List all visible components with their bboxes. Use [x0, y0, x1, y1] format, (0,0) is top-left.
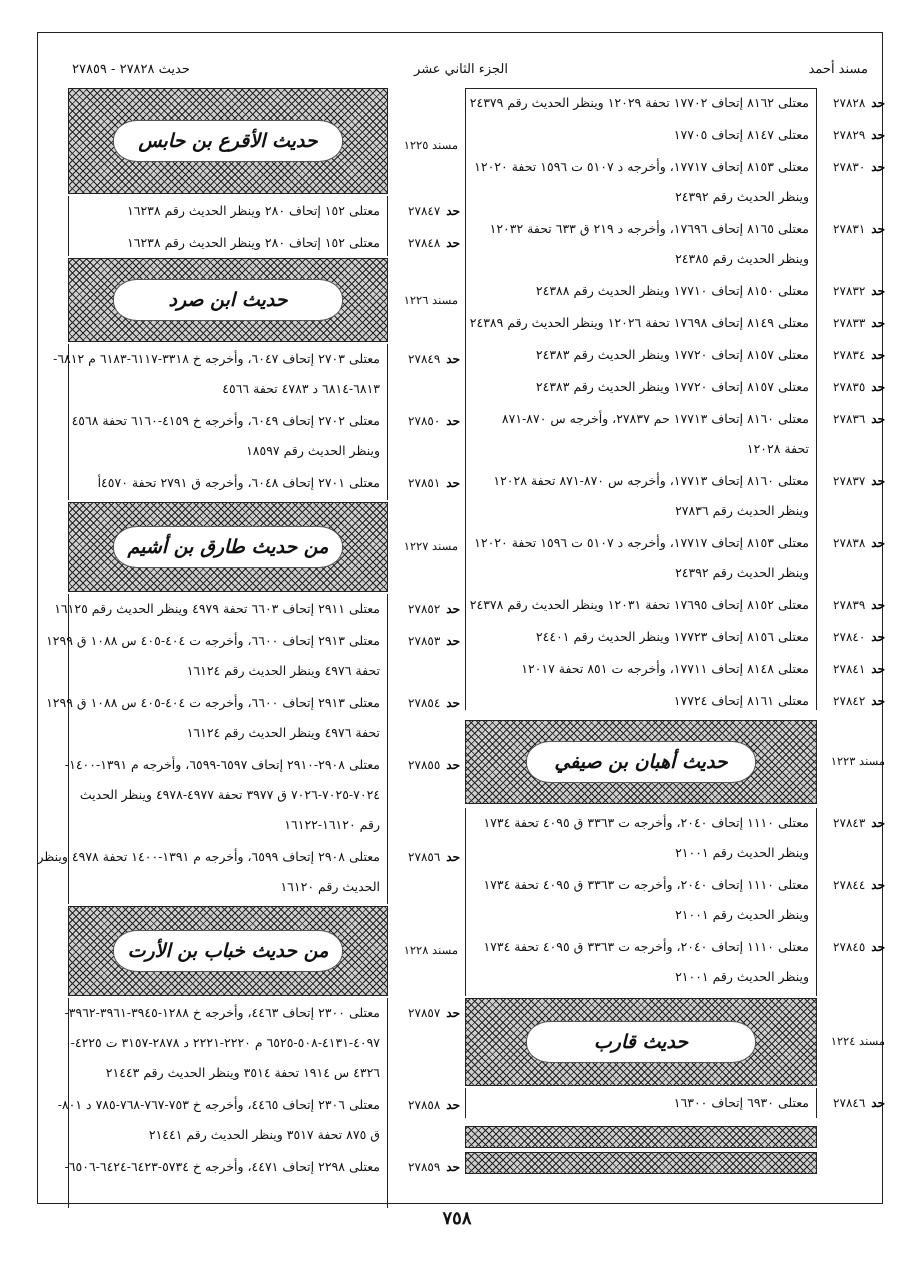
hadith-number — [408, 602, 460, 616]
hadith-entry — [53, 344, 460, 404]
hadith-number-value: ٢٧٨٥٧ — [408, 1006, 441, 1020]
reference-line: معتلى ٨١٥٣ إتحاف ١٧٧١٧، وأخرجه د ٥١٠٧ ت ١٥٩٦ تحفة ١٢٠٢٠ — [474, 535, 809, 550]
musnad-number: مسند ١٢٢٣ — [830, 754, 885, 768]
banner-title: حديث ابن صرد — [113, 279, 343, 321]
hadith-number-value: ٢٧٨٤٩ — [408, 352, 441, 366]
hadith-entry — [465, 466, 885, 526]
hadith-number-value: ٢٧٨٤٨ — [408, 236, 441, 250]
hadith-number-value: ٢٧٨٤١ — [833, 662, 866, 676]
hadith-number — [833, 1096, 885, 1110]
hadith-number — [833, 474, 885, 488]
musnad-number: مسند ١٢٢٨ — [403, 943, 458, 957]
hadith-prefix: حد — [871, 536, 885, 550]
reference-line: تحفة ٤٩٧٦ وينظر الحديث رقم ١٦١٢٤ — [186, 725, 380, 740]
hadith-number — [833, 630, 885, 644]
musnad-number: مسند ١٢٢٥ — [403, 138, 458, 152]
banner-title: حديث قارب — [526, 1021, 756, 1063]
hadith-prefix: حد — [446, 758, 460, 772]
hadith-prefix: حد — [871, 96, 885, 110]
reference-line: معتلى ٨١٥٣ إتحاف ١٧٧١٧، وأخرجه د ٥١٠٧ ت ١٥٩٦ تحفة ١٢٠٢٠ — [474, 159, 809, 174]
header-book-title: مسند أحمد — [808, 62, 868, 77]
hadith-number-value: ٢٧٨٤٥ — [833, 940, 866, 954]
reference-line: معتلى ٢٧٠١ إتحاف ٦٠٤٨، وأخرجه ق ٢٧٩١ تحفة ٤٥٧٠أ — [97, 475, 380, 490]
hadith-entry — [68, 196, 460, 226]
hadith-number — [833, 662, 885, 676]
hadith-entry — [64, 750, 460, 840]
hadith-prefix: حد — [871, 160, 885, 174]
section-banner — [68, 88, 388, 194]
reference-line: معتلى ٢٩٠٨-٢٩١٠ إتحاف ٦٥٩٧-٦٥٩٩، وأخرجه م ١٣٩١-١٤٠٠- — [64, 757, 380, 772]
hadith-number-value: ٢٧٨٤٦ — [833, 1096, 866, 1110]
hadith-entry — [465, 88, 885, 118]
hadith-prefix: حد — [871, 380, 885, 394]
hadith-number — [833, 878, 885, 892]
hadith-prefix: حد — [871, 284, 885, 298]
banner-title: من حديث خباب بن الأرت — [113, 930, 343, 972]
reference-line: معتلى ٨١٥٧ إتحاف ١٧٧٢٠ وينظر الحديث رقم ٢٤٣٨٣ — [535, 379, 809, 394]
reference-line: معتلى ٢٩١٣ إتحاف ٦٦٠٠، وأخرجه ت ٤٠٤-٤٠٥ س ١٠٨٨ ق ١٢٩٩ — [46, 633, 380, 648]
hadith-number-value: ٢٧٨٥٥ — [408, 758, 441, 772]
hadith-prefix: حد — [871, 878, 885, 892]
musnad-number: مسند ١٢٢٧ — [403, 539, 458, 553]
hadith-entry — [465, 622, 885, 652]
hadith-entry — [465, 686, 885, 716]
musnad-number: مسند ١٢٢٤ — [830, 1034, 885, 1048]
reference-line: تحفة ٤٩٧٦ وينظر الحديث رقم ١٦١٢٤ — [186, 663, 380, 678]
hadith-prefix: حد — [871, 128, 885, 142]
reference-line: ٦٨١٣-٦٨١٤ د ٤٧٨٣ تحفة ٤٥٦٦ — [222, 381, 380, 396]
hadith-prefix: حد — [446, 352, 460, 366]
hadith-prefix: حد — [871, 598, 885, 612]
hadith-entry — [64, 1152, 460, 1182]
hadith-prefix: حد — [871, 474, 885, 488]
reference-line: معتلى ٨١٤٩ إتحاف ١٧٦٩٨ تحفة ١٢٠٢٦ وينظر الحديث رقم ٢٤٣٨٩ — [469, 315, 809, 330]
hadith-prefix: حد — [446, 1006, 460, 1020]
hadith-number — [408, 414, 460, 428]
reference-line: وينظر الحديث رقم ٢١٠٠١ — [675, 907, 809, 922]
hadith-number — [833, 694, 885, 708]
hadith-entry — [46, 688, 460, 748]
hadith-entry — [465, 276, 885, 306]
hadith-number-value: ٢٧٨٣٩ — [833, 598, 866, 612]
hadith-number-value: ٢٧٨٣٨ — [833, 536, 866, 550]
reference-line: وينظر الحديث رقم ٢٤٣٨٥ — [675, 251, 809, 266]
hadith-entry — [465, 528, 885, 588]
hadith-number-value: ٢٧٨٥٦ — [408, 850, 441, 864]
hadith-number — [408, 1098, 460, 1112]
hadith-number-value: ٢٧٨٥٢ — [408, 602, 441, 616]
hadith-prefix: حد — [446, 414, 460, 428]
hadith-entry — [465, 932, 885, 992]
hadith-entry — [465, 372, 885, 402]
reference-line: معتلى ٨١٦٠ إتحاف ١٧٧١٣، وأخرجه س ٨٧٠-٨٧١ تحفة ١٢٠٢٨ — [493, 473, 809, 488]
reference-line: وينظر الحديث رقم ٢٧٨٣٦ — [675, 503, 809, 518]
reference-line: وينظر الحديث رقم ١٨٥٩٧ — [246, 443, 380, 458]
section-banner — [465, 998, 817, 1086]
hadith-entry — [465, 404, 885, 464]
hadith-entry — [465, 808, 885, 868]
section-banner — [68, 502, 388, 592]
hadith-number-value: ٢٧٨٤٢ — [833, 694, 866, 708]
reference-line: وينظر الحديث رقم ٢٤٣٩٢ — [675, 565, 809, 580]
hadith-number — [408, 1006, 460, 1020]
hadith-entry — [465, 1088, 885, 1118]
reference-line: معتلى ٢٧٠٣ إتحاف ٦٠٤٧، وأخرجه خ ٣٣١٨-٦١١٧-٦١٨٣ م ٦٨١٢- — [53, 351, 380, 366]
hadith-prefix: حد — [446, 850, 460, 864]
hadith-number-value: ٢٧٨٢٨ — [833, 96, 866, 110]
hadith-number-value: ٢٧٨٤٠ — [833, 630, 866, 644]
hadith-entry — [465, 590, 885, 620]
hadith-prefix: حد — [871, 694, 885, 708]
section-banner — [465, 720, 817, 804]
reference-line: تحفة ١٢٠٢٨ — [746, 441, 809, 456]
hadith-number — [833, 348, 885, 362]
header-volume: الجزء الثاني عشر — [414, 62, 508, 77]
reference-line: ٧٠٢٤-٧٠٢٥-٧٠٢٦ ق ٣٩٧٧ تحفة ٤٩٧٧-٤٩٧٨ وينظر الحديث — [79, 787, 380, 802]
reference-line: معتلى ٢٩١١ إتحاف ٦٦٠٣ تحفة ٤٩٧٩ وينظر الحديث رقم ١٦١٢٥ — [54, 601, 380, 616]
reference-line: ٤٣٢٦ س ١٩١٤ تحفة ٣٥١٤ وينظر الحديث رقم ٢١٤٤٣ — [105, 1065, 380, 1080]
hadith-number-value: ٢٧٨٥٣ — [408, 634, 441, 648]
hadith-prefix: حد — [871, 348, 885, 362]
hadith-prefix: حد — [446, 236, 460, 250]
closing-ornament — [465, 1126, 817, 1148]
hadith-prefix: حد — [871, 412, 885, 426]
reference-line: معتلى ٢٣٠٦ إتحاف ٤٤٦٥، وأخرجه خ ٧٥٣-٧٦٧-٧٦٨-٧٨٥ د ٨٠١- — [57, 1097, 380, 1112]
hadith-prefix: حد — [446, 204, 460, 218]
reference-line: معتلى ١٥٢ إتحاف ٢٨٠ وينظر الحديث رقم ١٦٢٣٨ — [127, 235, 380, 250]
hadith-entry — [465, 340, 885, 370]
hadith-number — [833, 284, 885, 298]
hadith-prefix: حد — [446, 634, 460, 648]
reference-line: معتلى ٨١٦١ إتحاف ١٧٧٢٤ — [673, 693, 809, 708]
hadith-number-value: ٢٧٨٤٧ — [408, 204, 441, 218]
hadith-number — [833, 412, 885, 426]
reference-line: وينظر الحديث رقم ٢١٠٠١ — [675, 969, 809, 984]
reference-line: رقم ١٦١٢٠-١٦١٢٢ — [284, 817, 380, 832]
hadith-number-value: ٢٧٨٥٩ — [408, 1160, 441, 1174]
hadith-number — [408, 634, 460, 648]
reference-line: معتلى ١١١٠ إتحاف ٢٠٤٠، وأخرجه ت ٣٣٦٣ ق ٤٠٩٥ تحفة ١٧٣٤ — [483, 815, 809, 830]
reference-line: ق ٨٧٥ تحفة ٣٥١٧ وينظر الحديث رقم ٢١٤٤١ — [148, 1127, 380, 1142]
hadith-entry — [54, 594, 460, 624]
hadith-number-value: ٢٧٨٣٦ — [833, 412, 866, 426]
hadith-entry — [465, 308, 885, 338]
reference-line: معتلى ٢٣٠٠ إتحاف ٤٤٦٣، وأخرجه خ ١٢٨٨-٣٩٤٥-٣٩٦١-٣٩٦٢- — [64, 1005, 380, 1020]
hadith-number-value: ٢٧٨٣٢ — [833, 284, 866, 298]
hadith-number — [833, 222, 885, 236]
reference-line: معتلى ٨١٥٦ إتحاف ١٧٧٢٣ وينظر الحديث رقم ٢٤٤٠١ — [535, 629, 809, 644]
section-banner — [68, 906, 388, 996]
hadith-entry — [465, 870, 885, 930]
reference-line: معتلى ١٥٢ إتحاف ٢٨٠ وينظر الحديث رقم ١٦٢٣٨ — [127, 203, 380, 218]
hadith-entry — [68, 468, 460, 498]
hadith-prefix: حد — [871, 816, 885, 830]
reference-line: وينظر الحديث رقم ٢١٠٠١ — [675, 845, 809, 860]
hadith-prefix: حد — [871, 662, 885, 676]
page-number: ٧٥٨ — [442, 1208, 472, 1229]
banner-title: حديث أهبان بن صيفي — [526, 741, 756, 783]
hadith-entry — [465, 152, 885, 212]
hadith-entry — [68, 406, 460, 466]
hadith-number-value: ٢٧٨٢٩ — [833, 128, 866, 142]
hadith-number-value: ٢٧٨٣٤ — [833, 348, 866, 362]
hadith-number-value: ٢٧٨٥٠ — [408, 414, 441, 428]
reference-line: معتلى ٨١٦٠ إتحاف ١٧٧١٣ حم ٢٧٨٣٧، وأخرجه س ٨٧٠-٨٧١ — [501, 411, 809, 426]
header-hadith-range: حديث ٢٧٨٢٨ - ٢٧٨٥٩ — [72, 62, 190, 77]
hadith-number — [833, 536, 885, 550]
hadith-number — [408, 352, 460, 366]
reference-line: معتلى ٨١٦٥ إتحاف ١٧٦٩٦، وأخرجه د ٢١٩ ق ٦٣٣ تحفة ١٢٠٣٢ — [489, 221, 809, 236]
hadith-prefix: حد — [446, 1098, 460, 1112]
reference-line: معتلى ٨١٥٧ إتحاف ١٧٧٢٠ وينظر الحديث رقم ٢٤٣٨٣ — [535, 347, 809, 362]
reference-line: معتلى ٨١٤٧ إتحاف ١٧٧٠٥ — [673, 127, 809, 142]
hadith-entry — [57, 1090, 460, 1150]
reference-line: معتلى ٢٢٩٨ إتحاف ٤٤٧١، وأخرجه خ ٥٧٣٤-٦٤٢٣-٦٤٢٤-٦٥٠٦- — [64, 1159, 380, 1174]
banner-title: من حديث طارق بن أشيم — [113, 526, 343, 568]
hadith-number — [408, 850, 460, 864]
reference-line: وينظر الحديث رقم ٢٤٣٩٢ — [675, 189, 809, 204]
reference-line: معتلى ٨١٤٨ إتحاف ١٧٧١١، وأخرجه ت ٨٥١ تحفة ١٢٠١٧ — [521, 661, 809, 676]
reference-line: معتلى ١١١٠ إتحاف ٢٠٤٠، وأخرجه ت ٣٣٦٣ ق ٤٠٩٥ تحفة ١٧٣٤ — [483, 877, 809, 892]
hadith-prefix: حد — [446, 1160, 460, 1174]
reference-line: معتلى ٨١٦٢ إتحاف ١٧٧٠٢ تحفة ١٢٠٢٩ وينظر الحديث رقم ٢٤٣٧٩ — [469, 95, 809, 110]
hadith-prefix: حد — [871, 940, 885, 954]
hadith-prefix: حد — [871, 630, 885, 644]
hadith-entry — [46, 626, 460, 686]
hadith-number — [833, 316, 885, 330]
hadith-number — [833, 160, 885, 174]
closing-ornament — [465, 1152, 817, 1174]
hadith-number-value: ٢٧٨٥٤ — [408, 696, 441, 710]
hadith-entry — [465, 654, 885, 684]
hadith-prefix: حد — [446, 696, 460, 710]
hadith-number-value: ٢٧٨٤٤ — [833, 878, 866, 892]
hadith-number — [408, 758, 460, 772]
hadith-prefix: حد — [871, 1096, 885, 1110]
reference-line: ٤٠٩٧-٤١٣١-٥٠٨-٦٥٢٥ م ٢٢٢٠-٢٢٢١ د ٢٨٧٨-٣١٥٧ ت ٤٢٢٥- — [70, 1035, 380, 1050]
hadith-prefix: حد — [446, 602, 460, 616]
hadith-number — [408, 476, 460, 490]
hadith-prefix: حد — [871, 316, 885, 330]
hadith-number-value: ٢٧٨٣٠ — [833, 160, 866, 174]
hadith-number — [833, 128, 885, 142]
reference-line: معتلى ٢٩١٣ إتحاف ٦٦٠٠، وأخرجه ت ٤٠٤-٤٠٥ س ١٠٨٨ ق ١٢٩٩ — [46, 695, 380, 710]
hadith-number — [833, 940, 885, 954]
hadith-number — [408, 204, 460, 218]
hadith-number — [833, 96, 885, 110]
running-header — [44, 60, 878, 82]
hadith-number — [408, 1160, 460, 1174]
reference-line: الحديث رقم ١٦١٢٠ — [280, 879, 380, 894]
banner-title: حديث الأقرع بن حابس — [113, 120, 343, 162]
hadith-entry — [37, 842, 460, 902]
hadith-prefix: حد — [871, 222, 885, 236]
hadith-entry — [68, 228, 460, 258]
hadith-number — [833, 816, 885, 830]
reference-line: معتلى ١١١٠ إتحاف ٢٠٤٠، وأخرجه ت ٣٣٦٣ ق ٤٠٩٥ تحفة ١٧٣٤ — [483, 939, 809, 954]
hadith-number-value: ٢٧٨٤٣ — [833, 816, 866, 830]
hadith-entry — [465, 214, 885, 274]
reference-line: معتلى ٢٧٠٢ إتحاف ٦٠٤٩، وأخرجه خ ٤١٥٩-٦١٦٠ تحفة ٤٥٦٨ — [71, 413, 380, 428]
reference-line: معتلى ٦٩٣٠ إتحاف ١٦٣٠٠ — [673, 1095, 809, 1110]
musnad-number: مسند ١٢٢٦ — [403, 293, 458, 307]
reference-line: معتلى ٨١٥٢ إتحاف ١٧٦٩٥ تحفة ١٢٠٣١ وينظر الحديث رقم ٢٤٣٧٨ — [469, 597, 809, 612]
hadith-prefix: حد — [446, 476, 460, 490]
hadith-number-value: ٢٧٨٥١ — [408, 476, 441, 490]
hadith-number — [833, 598, 885, 612]
hadith-number — [408, 236, 460, 250]
reference-line: معتلى ٨١٥٠ إتحاف ١٧٧١٠ وينظر الحديث رقم ٢٤٣٨٨ — [535, 283, 809, 298]
hadith-number-value: ٢٧٨٥٨ — [408, 1098, 441, 1112]
hadith-entry — [64, 998, 460, 1088]
reference-line: معتلى ٢٩٠٨ إتحاف ٦٥٩٩، وأخرجه م ١٣٩١-١٤٠٠ تحفة ٤٩٧٨ وينظر — [37, 849, 380, 864]
hadith-number-value: ٢٧٨٣٣ — [833, 316, 866, 330]
hadith-number-value: ٢٧٨٣١ — [833, 222, 866, 236]
hadith-number-value: ٢٧٨٣٥ — [833, 380, 866, 394]
hadith-entry — [465, 120, 885, 150]
section-banner — [68, 258, 388, 342]
hadith-number — [408, 696, 460, 710]
hadith-number — [833, 380, 885, 394]
hadith-number-value: ٢٧٨٣٧ — [833, 474, 866, 488]
